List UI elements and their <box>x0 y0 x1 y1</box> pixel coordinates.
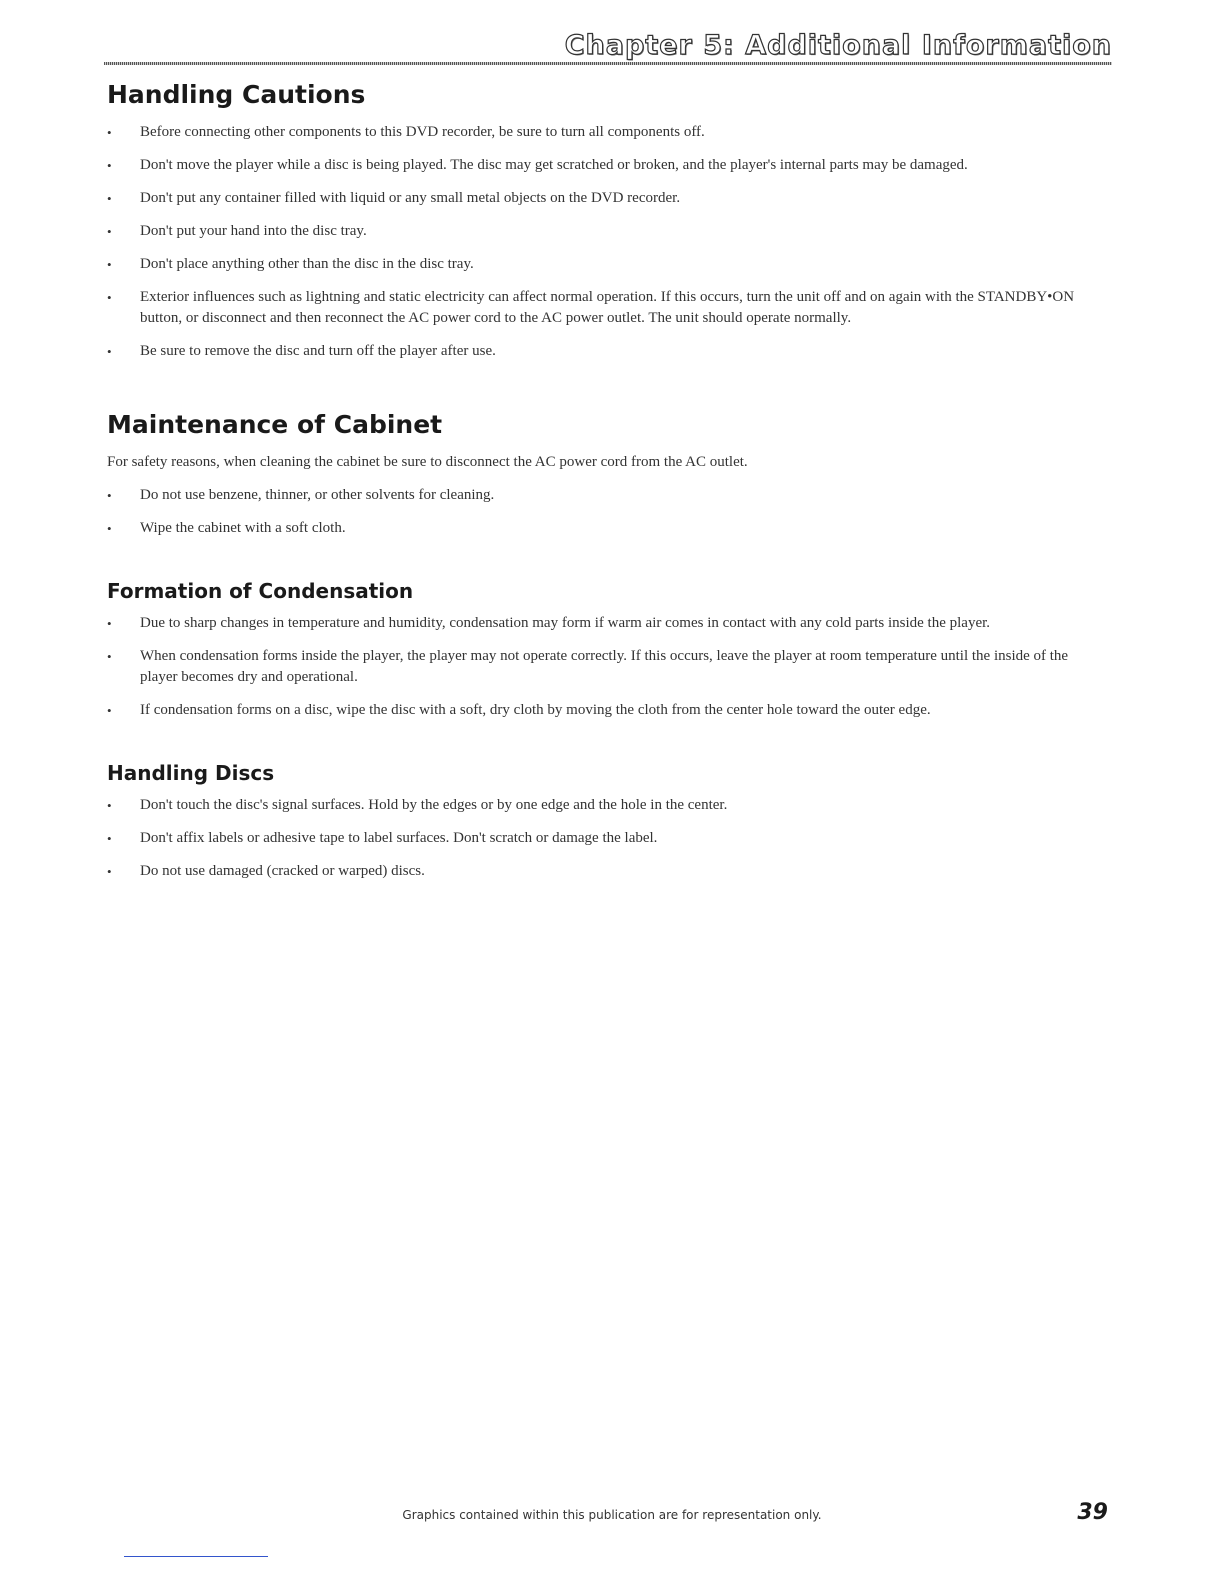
bullet-icon: • <box>107 158 112 173</box>
heading-maintenance: Maintenance of Cabinet <box>107 410 443 439</box>
list-item <box>107 221 1107 242</box>
list-item-text: Exterior influences such as lightning and static electricity can affect normal operation. If this occurs, turn the unit off and on again with the STANDBY•ON button, or disconnect and then reconnect the AC power cord to the AC power outlet. The unit should operate normally. <box>140 289 1075 326</box>
list-item <box>107 287 1107 329</box>
list-item-text: Don't touch the disc's signal surfaces. Hold by the edges or by one edge and the hole in the center. <box>140 797 728 813</box>
section-handling-cautions <box>107 78 1107 362</box>
bullet-icon: • <box>107 521 112 536</box>
list-item <box>107 122 1107 143</box>
list-item <box>107 861 1107 882</box>
list-item <box>107 254 1107 275</box>
bullet-icon: • <box>107 649 112 664</box>
list-item-text: If condensation forms on a disc, wipe the disc with a soft, dry cloth by moving the cloth from the center hole toward the outer edge. <box>140 702 931 718</box>
maintenance-intro: For safety reasons, when cleaning the cabinet be sure to disconnect the AC power cord from the AC outlet. <box>107 454 748 470</box>
list-item-text: Do not use damaged (cracked or warped) discs. <box>140 863 425 879</box>
list-item-text: When condensation forms inside the player, the player may not operate correctly. If this occurs, leave the player at room temperature until the inside of the player becomes dry and operational. <box>140 648 1069 685</box>
bullet-icon: • <box>107 125 112 140</box>
bullet-icon: • <box>107 488 112 503</box>
bullet-icon: • <box>107 864 112 879</box>
header-rule <box>104 62 1112 65</box>
list-item <box>107 613 1107 634</box>
section-spacer <box>107 733 1107 759</box>
heading-handling-discs: Handling Discs <box>107 761 275 785</box>
list-item-text: Don't put any container filled with liquid or any small metal objects on the DVD recorder. <box>140 190 681 206</box>
heading-condensation: Formation of Condensation <box>107 579 414 603</box>
bullet-icon: • <box>107 257 112 272</box>
list-item-text: Don't affix labels or adhesive tape to label surfaces. Don't scratch or damage the label. <box>140 830 658 846</box>
section-spacer <box>107 551 1107 577</box>
page-number: 39 <box>1077 1500 1108 1525</box>
bullet-icon: • <box>107 224 112 239</box>
bullet-icon: • <box>107 703 112 718</box>
list-item-text: Before connecting other components to this DVD recorder, be sure to turn all components off. <box>140 124 705 140</box>
section-condensation <box>107 577 1107 721</box>
footer-note: Graphics contained within this publication are for representation only. <box>402 1508 822 1522</box>
list-item <box>107 155 1107 176</box>
list-item <box>107 646 1107 688</box>
section-spacer <box>107 374 1107 408</box>
list-item <box>107 700 1107 721</box>
section-maintenance <box>107 408 1107 539</box>
bullet-icon: • <box>107 290 112 305</box>
heading-handling-cautions: Handling Cautions <box>107 80 366 109</box>
list-item <box>107 485 1107 506</box>
list-item <box>107 518 1107 539</box>
list-condensation <box>107 613 1107 721</box>
bullet-icon: • <box>107 344 112 359</box>
list-item-text: Due to sharp changes in temperature and humidity, condensation may form if warm air comes in contact with any cold parts inside the player. <box>140 615 991 631</box>
list-item <box>107 188 1107 209</box>
list-handling-discs <box>107 795 1107 882</box>
page-header <box>104 30 1112 64</box>
list-handling-cautions <box>107 122 1107 362</box>
list-item <box>107 795 1107 816</box>
bullet-icon: • <box>107 798 112 813</box>
section-handling-discs <box>107 759 1107 882</box>
list-item <box>107 828 1107 849</box>
bullet-icon: • <box>107 831 112 846</box>
bullet-icon: • <box>107 616 112 631</box>
chapter-title: Chapter 5: Additional Information <box>564 30 1112 61</box>
page-content <box>107 78 1107 894</box>
list-item-text: Don't put your hand into the disc tray. <box>140 223 367 239</box>
bottom-rule <box>124 1556 268 1557</box>
list-item-text: Don't place anything other than the disc in the disc tray. <box>140 256 474 272</box>
list-item-text: Do not use benzene, thinner, or other solvents for cleaning. <box>140 487 495 503</box>
list-maintenance <box>107 485 1107 539</box>
list-item <box>107 341 1107 362</box>
list-item-text: Don't move the player while a disc is being played. The disc may get scratched or broken, and the player's internal parts may be damaged. <box>140 157 968 173</box>
list-item-text: Wipe the cabinet with a soft cloth. <box>140 520 346 536</box>
list-item-text: Be sure to remove the disc and turn off the player after use. <box>140 343 496 359</box>
bullet-icon: • <box>107 191 112 206</box>
